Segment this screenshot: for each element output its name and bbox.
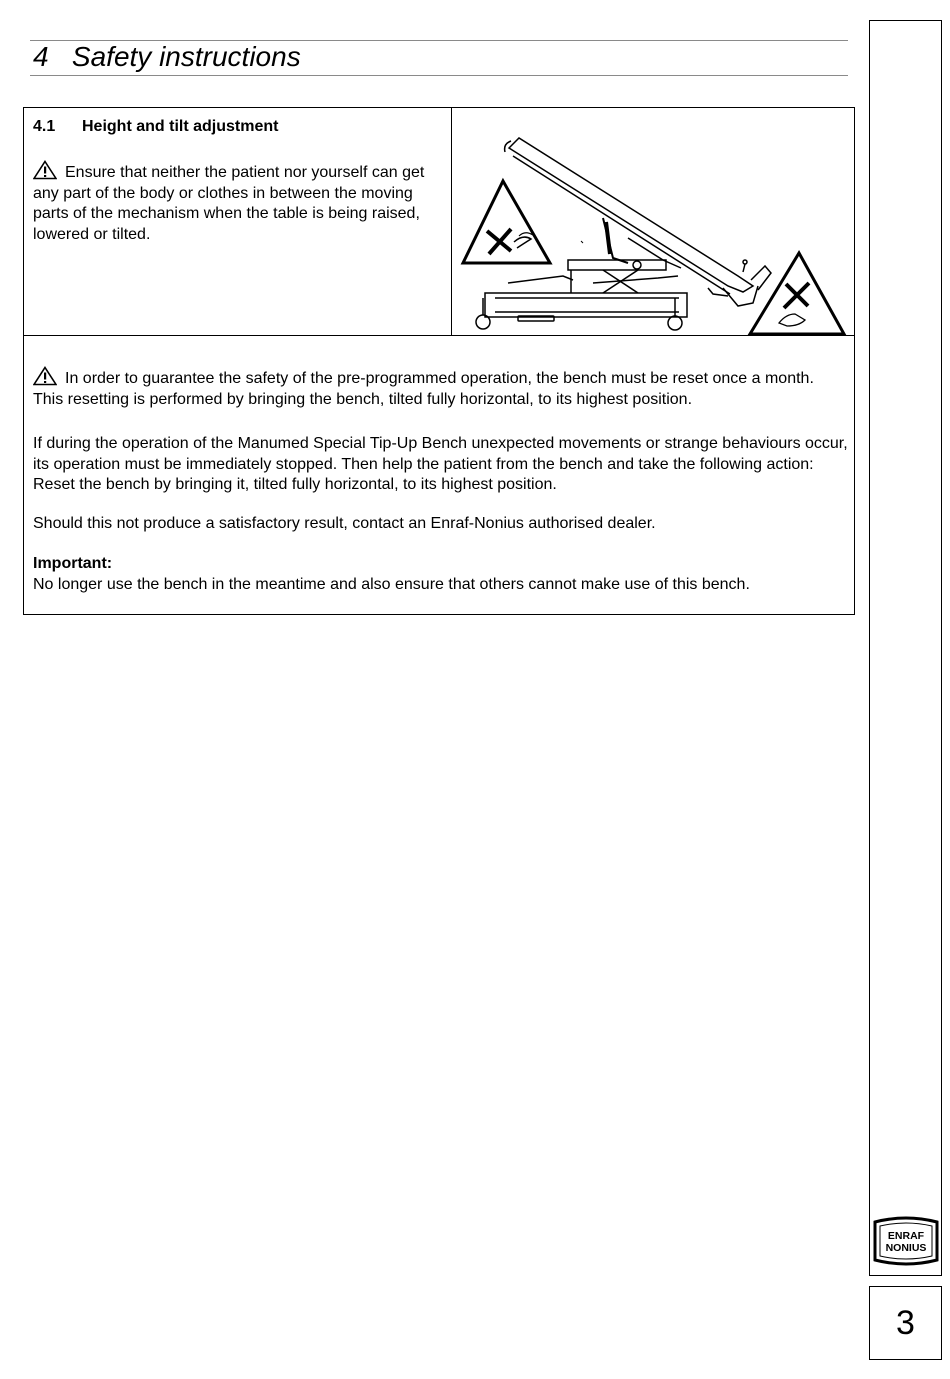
header-rule-bottom xyxy=(30,75,848,76)
notice-paragraph-3: Should this not produce a satisfactory result, contact an Enraf-Nonius authorised dealer. xyxy=(33,515,656,532)
section-title: Height and tilt adjustment xyxy=(82,118,279,135)
notice-warning-text: In order to guarantee the safety of the pre-programmed operation, the bench must be reset once a month. This resetting is performed by bringing the bench, tilted fully horizontal, to its highest position. xyxy=(33,370,814,408)
page-title xyxy=(33,40,301,74)
section-box-height-tilt xyxy=(23,107,855,336)
important-label: Important: xyxy=(33,555,113,572)
logo-line-2: NONIUS xyxy=(885,1242,927,1254)
page-number-box xyxy=(869,1286,942,1360)
safety-notice-box xyxy=(23,335,855,615)
notice-warning-paragraph xyxy=(33,366,848,410)
important-text: No longer use the bench in the meantime and also ensure that others cannot make use of this bench. xyxy=(33,575,750,593)
side-margin-strip xyxy=(869,20,942,1276)
section-heading xyxy=(33,117,278,137)
logo-line-1: ENRAF xyxy=(887,1230,925,1242)
notice-paragraph-2: If during the operation of the Manumed Special Tip-Up Bench unexpected movements or strange behaviours occur, its operation must be immediately stopped. Then help the patient from the bench and take the following action: Reset the bench by bringing it, tilted fully horizontal, to its highest position. xyxy=(33,435,848,493)
warning-triangle-icon xyxy=(33,160,57,180)
bench-base xyxy=(476,293,687,330)
tilt-bench-illustration xyxy=(453,108,855,335)
chapter-title: Safety instructions xyxy=(71,41,301,72)
page-number: 3 xyxy=(896,1304,915,1342)
warning-paragraph xyxy=(33,160,443,245)
warning-triangle-icon xyxy=(33,366,57,386)
warning-text: Ensure that neither the patient nor yourself can get any part of the body or clothes in between the moving parts of the mechanism when the table is being raised, lowered or tilted. xyxy=(33,164,425,243)
section-number: 4.1 xyxy=(33,118,56,135)
column-divider xyxy=(451,108,452,335)
enraf-nonius-logo xyxy=(872,1216,940,1268)
bench-tilted-top xyxy=(505,138,771,306)
hand-crush-hazard-icon xyxy=(463,181,550,263)
important-note xyxy=(33,554,848,595)
chapter-number: 4 xyxy=(33,41,49,72)
foot-crush-hazard-icon xyxy=(750,253,844,334)
